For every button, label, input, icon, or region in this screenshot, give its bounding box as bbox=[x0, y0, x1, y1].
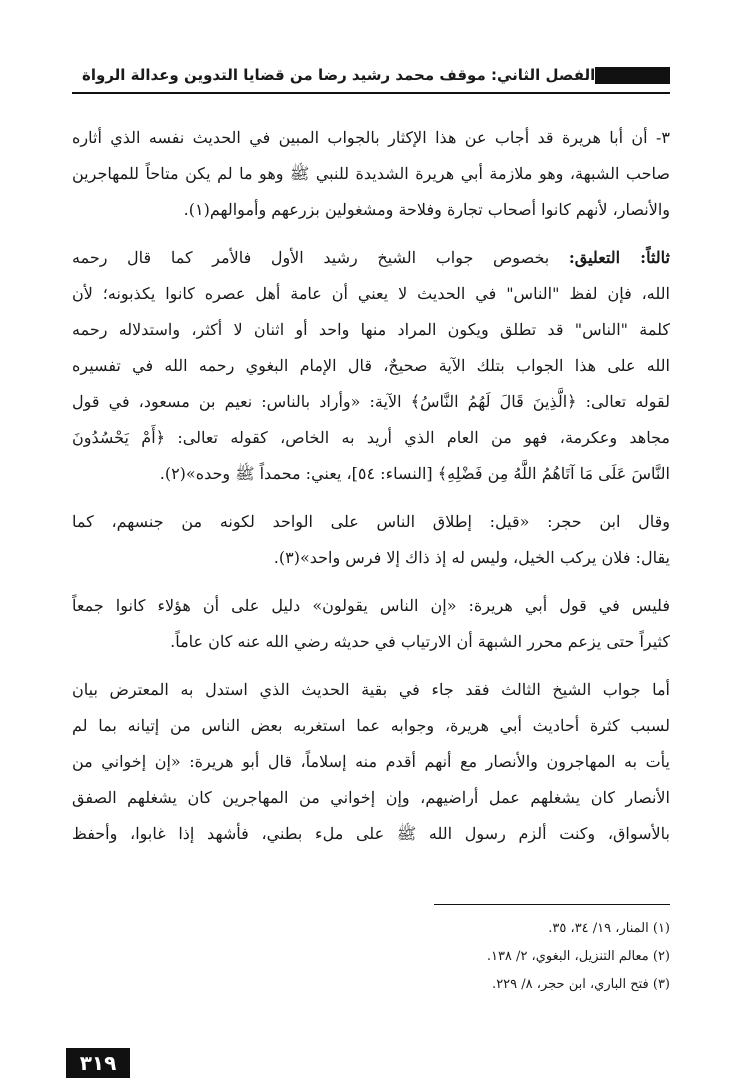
main-text bbox=[72, 120, 670, 864]
text-line: الأنصار كان يشغلهم عمل أراضيهم، وإن إخواني من المهاجرين كان يشغلهم الصفق bbox=[72, 788, 670, 807]
text-line: يقال: فلان يركب الخيل، وليس له إذ ذاك إلا فرس واحد»(٣). bbox=[273, 548, 670, 567]
commentary-heading: ثالثاً: التعليق: bbox=[568, 248, 670, 267]
text-line: وقال ابن حجر: «قيل: إطلاق الناس على الواحد لكونه من جنسهم، كما bbox=[72, 512, 670, 531]
text-line: والأنصار، لأنهم كانوا أصحاب تجارة وفلاحة ومشغولين بزرعهم وأموالهم(١). bbox=[183, 200, 670, 219]
text-span: بخصوص جواب الشيخ رشيد الأول فالأمر كما قال رحمه bbox=[72, 248, 569, 267]
footnote-rule bbox=[434, 904, 670, 905]
text-line: يأت به المهاجرون والأنصار مع أنهم أقدم منه إسلاماً، قال أبو هريرة: «إن إخواني من bbox=[72, 752, 670, 771]
text-line: الله على هذا الجواب بتلك الآية صحيحٌ، قال الإمام البغوي رحمه الله في تفسيره bbox=[72, 356, 670, 375]
running-header bbox=[72, 62, 670, 88]
text-line: لسبب كثرة أحاديث أبي هريرة، وجوابه عما استغربه بعض الناس من إتيانه بما لم bbox=[72, 716, 670, 735]
footnote-2: (٢) معالم التنزيل، البغوي، ٢/ ١٣٨. bbox=[486, 949, 670, 964]
paragraph-ibn-hajar bbox=[72, 504, 670, 576]
text-line bbox=[72, 240, 670, 276]
text-line: كلمة "الناس" قد تطلق ويكون المراد منها واحد أو اثنان لا أكثر، واستدلاله رحمه bbox=[72, 320, 670, 339]
paragraph-conclusion bbox=[72, 588, 670, 660]
text-line: لقوله تعالى: ﴿الَّذِينَ قَالَ لَهُمُ النَّاسُ﴾ الآية: «وأراد بالناس: نعيم بن مسعود، في قول bbox=[72, 392, 670, 411]
footnote-3: (٣) فتح الباري، ابن حجر، ٨/ ٢٢٩. bbox=[492, 977, 670, 992]
chapter-title: الفصل الثاني: موقف محمد رشيد رضا من قضايا التدوين وعدالة الرواة bbox=[82, 66, 596, 84]
paragraph-commentary bbox=[72, 240, 670, 492]
page-number: ٣١٩ bbox=[66, 1048, 130, 1078]
header-decorative-bar bbox=[595, 67, 670, 84]
text-line: صاحب الشبهة، وهو ملازمة أبي هريرة الشديدة للنبي ﷺ وهو ما لم يكن متاحاً للمهاجرين bbox=[72, 164, 670, 183]
header-rule bbox=[72, 92, 670, 94]
text-line: بالأسواق، وكنت ألزم رسول الله ﷺ على ملء بطني، فأشهد إذا غابوا، وأحفظ bbox=[72, 824, 670, 843]
footnotes bbox=[72, 904, 670, 999]
text-line: مجاهد وعكرمة، فهو من العام الذي أريد به الخاص، كقوله تعالى: ﴿أَمْ يَحْسُدُونَ bbox=[72, 428, 670, 447]
text-line: كثيراً حتى يزعم محرر الشبهة أن الارتياب في حديثه رضي الله عنه كان عاماً. bbox=[170, 632, 670, 651]
paragraph-point-3 bbox=[72, 120, 670, 228]
text-line: فليس في قول أبي هريرة: «إن الناس يقولون» دليل على أن هؤلاء كانوا جمعاً bbox=[72, 596, 670, 615]
text-line: الله، فإن لفظ "الناس" في الحديث لا يعني أن عامة أهل عصره كانوا يكذبونه؛ لأن bbox=[72, 284, 670, 303]
paragraph-third-answer bbox=[72, 672, 670, 852]
text-line: النَّاسَ عَلَى مَا آتَاهُمُ اللَّهُ مِن فَضْلِهِ﴾ [النساء: ٥٤]، يعني: محمداً ﷺ وحده»(٢). bbox=[159, 464, 670, 483]
text-line: ٣- أن أبا هريرة قد أجاب عن هذا الإكثار بالجواب المبين في الحديث نفسه الذي أثاره bbox=[72, 128, 670, 147]
text-line: أما جواب الشيخ الثالث فقد جاء في بقية الحديث الذي استدل به المعترض بيان bbox=[72, 680, 670, 699]
footnote-1: (١) المنار، ١٩/ ٣٤، ٣٥. bbox=[548, 921, 670, 936]
